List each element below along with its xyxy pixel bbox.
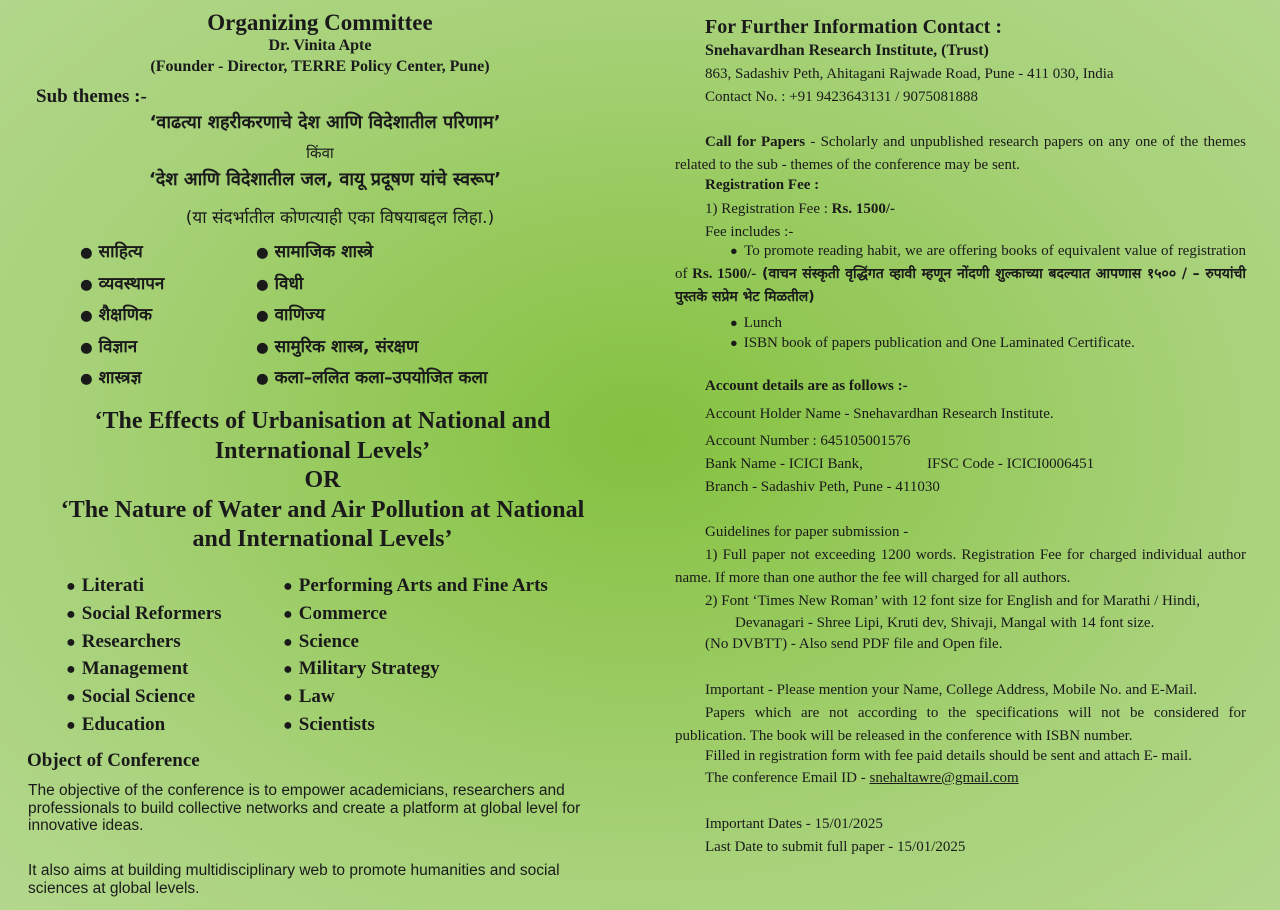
list-item: ● व्यवस्थापन	[80, 269, 164, 301]
list-item: ● Law	[283, 684, 548, 712]
registration-fee-label: 1) Registration Fee :	[705, 201, 832, 217]
important-filled: Filled in registration form with fee paid details should be sent and attach E- mail.	[705, 748, 1192, 764]
books-offer-marathi: (वाचन संस्कृती वृद्धिंगत व्हावी म्हणून नोंदणी शुल्काच्या बदल्यात आपणास १५०० / – रुपयांची पुस्तके सप्रेम भेट मिळतील)	[675, 266, 1246, 305]
contact-org: Snehavardhan Research Institute, (Trust)	[705, 42, 989, 59]
list-item: ● कला–ललित कला–उपयोजित कला	[256, 363, 488, 395]
account-holder: Account Holder Name - Snehavardhan Research Institute.	[705, 406, 1054, 422]
list-item: ● सामाजिक शास्त्रे	[256, 237, 488, 269]
list-item: ● Military Strategy	[283, 656, 548, 684]
call-for-papers	[675, 131, 1246, 177]
contact-title: For Further Information Contact :	[705, 16, 1002, 38]
registration-fee	[705, 198, 895, 221]
important-spec: Papers which are not according to the specifications will not be considered for publication. The book will be released in the conference with ISBN number.	[675, 705, 1246, 744]
bullet-icon	[730, 315, 744, 331]
marathi-left-list	[80, 237, 164, 395]
list-item: ● Researchers	[66, 629, 222, 657]
english-theme-or: OR	[304, 467, 341, 493]
account-title: Account details are as follows :-	[705, 378, 908, 394]
isbn-item	[730, 332, 1135, 355]
category-left-list	[66, 573, 222, 740]
books-offer-amount: Rs. 1500/-	[692, 266, 757, 282]
email-link[interactable]: snehaltawre@gmail.com	[869, 770, 1019, 786]
isbn-text: ISBN book of papers publication and One Laminated Certificate.	[743, 335, 1135, 351]
category-right-list	[283, 573, 548, 740]
list-item: ● विज्ञान	[80, 332, 164, 364]
list-item: ● शैक्षणिक	[80, 300, 164, 332]
marathi-right-list	[256, 237, 488, 395]
guideline-3: (No DVBTT) - Also send PDF file and Open file.	[705, 636, 1003, 652]
object-title: Object of Conference	[27, 750, 200, 771]
books-offer-text: To promote reading habit, we are offering books of equivalent value of registration of	[675, 243, 1247, 282]
list-item: ● Science	[283, 629, 548, 657]
english-theme-line2: International Levels’	[214, 437, 431, 464]
sub-theme-2: ‘देश आणि विदेशातील जल, वायू प्रदूषण यांचे स्वरूप’	[148, 169, 502, 190]
books-offer	[675, 240, 1246, 309]
committee-title: Organizing Committee	[207, 10, 433, 35]
sub-theme-1: ‘वाढत्या शहरीकरणाचे देश आणि विदेशातील परिणाम’	[149, 112, 501, 133]
list-item: ● वाणिज्य	[256, 300, 488, 332]
committee-name: Dr. Vinita Apte	[268, 37, 372, 54]
english-theme-line3: ‘The Nature of Water and Air Pollution at National	[60, 496, 585, 523]
bullet-icon	[730, 243, 744, 259]
contact-address: 863, Sadashiv Peth, Ahitagani Rajwade Road, Pune - 411 030, India	[705, 66, 1114, 82]
list-item: ● सामुरिक शास्त्र, संरक्षण	[256, 332, 488, 364]
important-dates: Important Dates - 15/01/2025	[705, 816, 883, 832]
list-item: ● Management	[66, 656, 222, 684]
list-item: ● Literati	[66, 573, 222, 601]
account-ifsc: IFSC Code - ICICI0006451	[927, 456, 1095, 472]
account-bank: Bank Name - ICICI Bank,	[705, 456, 863, 472]
email-label: The conference Email ID -	[705, 770, 870, 786]
sub-theme-or: किंवा	[306, 144, 334, 162]
object-para-2: It also aims at building multidisciplinary web to promote humanities and social sciences at global levels.	[28, 862, 560, 897]
call-for-papers-label: Call for Papers	[705, 134, 806, 150]
list-item: ● Scientists	[283, 712, 548, 740]
bullet-icon	[730, 335, 744, 351]
call-for-papers-text: - Scholarly and unpublished research papers on any one of the themes related to the sub - themes of the conference may be sent.	[675, 134, 1246, 173]
english-theme-line4: and International Levels’	[192, 526, 453, 552]
registration-fee-value: Rs. 1500/-	[831, 201, 895, 217]
object-para-1: The objective of the conference is to empower academicians, researchers and professionals to build collective networks and create a platform at global level for innovative ideas.	[28, 782, 581, 834]
list-item: ● Commerce	[283, 601, 548, 629]
list-item: ● Performing Arts and Fine Arts	[283, 573, 548, 601]
account-number: Account Number : 645105001576	[705, 433, 911, 449]
contact-phone: Contact No. : +91 9423643131 / 9075081888	[705, 89, 979, 105]
list-item: ● विधी	[256, 269, 488, 301]
account-branch: Branch - Sadashiv Peth, Pune - 411030	[705, 479, 940, 495]
last-date: Last Date to submit full paper - 15/01/2025	[705, 839, 966, 855]
list-item: ● Social Reformers	[66, 601, 222, 629]
list-item: ● Education	[66, 712, 222, 740]
list-item: ● Social Science	[66, 684, 222, 712]
sub-theme-note: (या संदर्भातील कोणत्याही एका विषयाबद्दल लिहा.)	[185, 208, 495, 228]
conference-email	[705, 767, 1019, 790]
committee-role: (Founder - Director, TERRE Policy Center, Pune)	[150, 58, 490, 75]
sub-themes-label: Sub themes :-	[36, 86, 147, 107]
guidelines-title: Guidelines for paper submission -	[705, 524, 909, 540]
fee-includes: Fee includes :-	[705, 224, 794, 240]
guideline-2a: 2) Font ‘Times New Roman’ with 12 font size for English and for Marathi / Hindi,	[705, 593, 1200, 609]
english-theme-line1: ‘The Effects of Urbanisation at National and	[94, 408, 551, 434]
important-mention: Important - Please mention your Name, College Address, Mobile No. and E-Mail.	[705, 682, 1197, 698]
registration-title: Registration Fee :	[705, 177, 820, 193]
list-item: ● साहित्य	[80, 237, 164, 269]
english-theme	[10, 407, 635, 555]
lunch-text: Lunch	[743, 315, 783, 331]
guideline-2b: Devanagari - Shree Lipi, Kruti dev, Shivaji, Mangal with 14 font size.	[735, 615, 1155, 631]
guideline-1: 1) Full paper not exceeding 1200 words. Registration Fee for charged individual author name. If more than one author the fee will charged for all authors.	[675, 547, 1246, 586]
list-item: ● शास्त्रज्ञ	[80, 363, 164, 395]
